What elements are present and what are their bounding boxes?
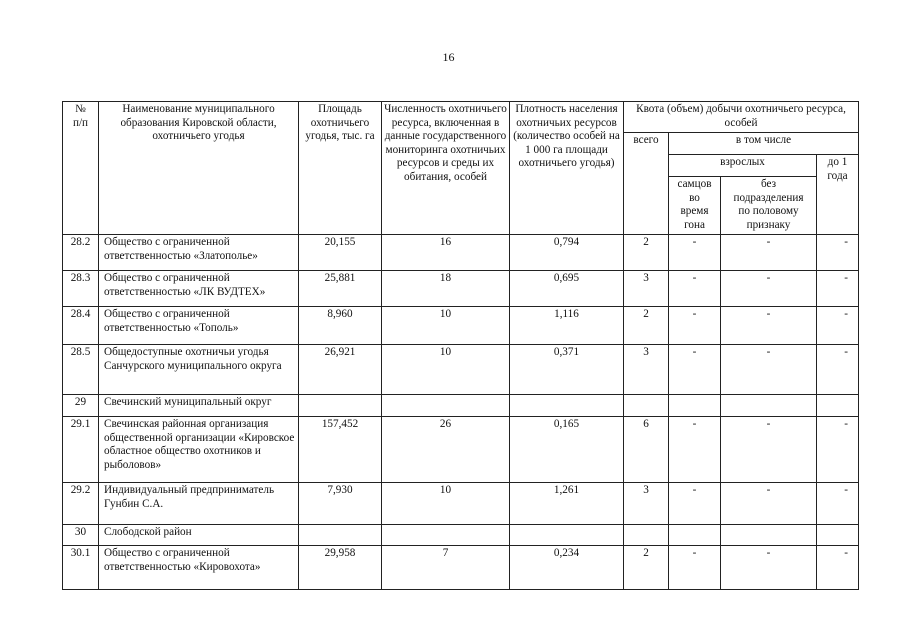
row-num: 28.5 <box>63 345 99 395</box>
row-under-one <box>817 525 859 546</box>
row-total: 2 <box>624 235 669 271</box>
row-males-rut: - <box>669 235 721 271</box>
page-number: 16 <box>442 50 455 64</box>
header-density: Плотность населения охотничьих ресурсов (количество особей на 1 000 га площади охотничьего угодья) <box>510 102 624 235</box>
row-density: 0,695 <box>510 271 624 307</box>
row-males-rut: - <box>669 271 721 307</box>
row-no-sex <box>721 395 817 417</box>
row-num: 28.2 <box>63 235 99 271</box>
row-no-sex: - <box>721 417 817 483</box>
row-name: Общество с ограниченной ответственностью «ЛК ВУДТЕХ» <box>99 271 299 307</box>
table-row <box>63 307 859 345</box>
table-row <box>63 546 859 590</box>
row-total: 3 <box>624 271 669 307</box>
table-row <box>63 483 859 525</box>
row-males-rut: - <box>669 546 721 590</box>
row-total <box>624 525 669 546</box>
row-area: 20,155 <box>299 235 382 271</box>
row-total <box>624 395 669 417</box>
row-population: 18 <box>382 271 510 307</box>
header-population: Численность охотничьего ресурса, включенная в данные государственного мониторинга охотничьих ресурсов и среды их обитания, особей <box>382 102 510 235</box>
row-name: Индивидуальный предприниматель Гунбин С.А. <box>99 483 299 525</box>
header-under-one: до 1 года <box>817 155 859 235</box>
row-area <box>299 525 382 546</box>
row-density: 0,234 <box>510 546 624 590</box>
quota-table <box>62 101 859 590</box>
header-total: всего <box>624 133 669 235</box>
row-under-one: - <box>817 345 859 395</box>
row-area: 157,452 <box>299 417 382 483</box>
row-total: 6 <box>624 417 669 483</box>
row-males-rut: - <box>669 345 721 395</box>
row-population: 10 <box>382 345 510 395</box>
row-males-rut <box>669 525 721 546</box>
row-no-sex: - <box>721 546 817 590</box>
header-adults: взрослых <box>669 155 817 177</box>
row-no-sex <box>721 525 817 546</box>
row-under-one <box>817 395 859 417</box>
header-name: Наименование муниципального образования Кировской области, охотничьего угодья <box>99 102 299 235</box>
row-under-one: - <box>817 307 859 345</box>
row-name: Свечинский муниципальный округ <box>99 395 299 417</box>
row-density: 0,794 <box>510 235 624 271</box>
row-area: 26,921 <box>299 345 382 395</box>
row-name: Слободской район <box>99 525 299 546</box>
row-area: 8,960 <box>299 307 382 345</box>
row-area: 25,881 <box>299 271 382 307</box>
row-total: 3 <box>624 483 669 525</box>
row-density: 0,165 <box>510 417 624 483</box>
header-males-rut: самцов во время гона <box>669 177 721 235</box>
row-area: 7,930 <box>299 483 382 525</box>
row-males-rut <box>669 395 721 417</box>
row-num: 30.1 <box>63 546 99 590</box>
table-row <box>63 271 859 307</box>
row-density: 1,261 <box>510 483 624 525</box>
table-body <box>63 102 859 590</box>
row-under-one: - <box>817 271 859 307</box>
row-area: 29,958 <box>299 546 382 590</box>
row-num: 29.2 <box>63 483 99 525</box>
row-density: 0,371 <box>510 345 624 395</box>
row-name: Общество с ограниченной ответственностью «Кировохота» <box>99 546 299 590</box>
row-no-sex: - <box>721 271 817 307</box>
row-name: Свечинская районная организация общественной организации «Кировское областное общество охотников и рыболовов» <box>99 417 299 483</box>
row-population: 7 <box>382 546 510 590</box>
table-row <box>63 345 859 395</box>
row-no-sex: - <box>721 345 817 395</box>
table-row <box>63 235 859 271</box>
row-under-one: - <box>817 483 859 525</box>
row-population: 10 <box>382 307 510 345</box>
header-including: в том числе <box>669 133 859 155</box>
table-row-section <box>63 525 859 546</box>
row-num: 28.4 <box>63 307 99 345</box>
row-density <box>510 395 624 417</box>
header-quota: Квота (объем) добычи охотничьего ресурса, особей <box>624 102 859 133</box>
row-num: 30 <box>63 525 99 546</box>
header-area: Площадь охотничьего угодья, тыс. га <box>299 102 382 235</box>
row-num: 28.3 <box>63 271 99 307</box>
row-under-one: - <box>817 235 859 271</box>
row-under-one: - <box>817 417 859 483</box>
row-population: 10 <box>382 483 510 525</box>
row-males-rut: - <box>669 307 721 345</box>
row-total: 3 <box>624 345 669 395</box>
row-population: 16 <box>382 235 510 271</box>
row-density: 1,116 <box>510 307 624 345</box>
row-total: 2 <box>624 546 669 590</box>
row-no-sex: - <box>721 235 817 271</box>
header-row-1 <box>63 102 859 133</box>
row-num: 29 <box>63 395 99 417</box>
row-males-rut: - <box>669 483 721 525</box>
row-population: 26 <box>382 417 510 483</box>
table-row <box>63 417 859 483</box>
row-under-one: - <box>817 546 859 590</box>
row-no-sex: - <box>721 483 817 525</box>
row-name: Общедоступные охотничьи угодья Санчурского муниципального округа <box>99 345 299 395</box>
row-no-sex: - <box>721 307 817 345</box>
row-name: Общество с ограниченной ответственностью «Тополь» <box>99 307 299 345</box>
row-population <box>382 395 510 417</box>
header-num: № п/п <box>63 102 99 235</box>
table-row-section <box>63 395 859 417</box>
row-name: Общество с ограниченной ответственностью «Златополье» <box>99 235 299 271</box>
row-males-rut: - <box>669 417 721 483</box>
header-no-sex-division: без подразделения по половому признаку <box>721 177 817 235</box>
row-num: 29.1 <box>63 417 99 483</box>
row-population <box>382 525 510 546</box>
row-density <box>510 525 624 546</box>
row-total: 2 <box>624 307 669 345</box>
row-area <box>299 395 382 417</box>
